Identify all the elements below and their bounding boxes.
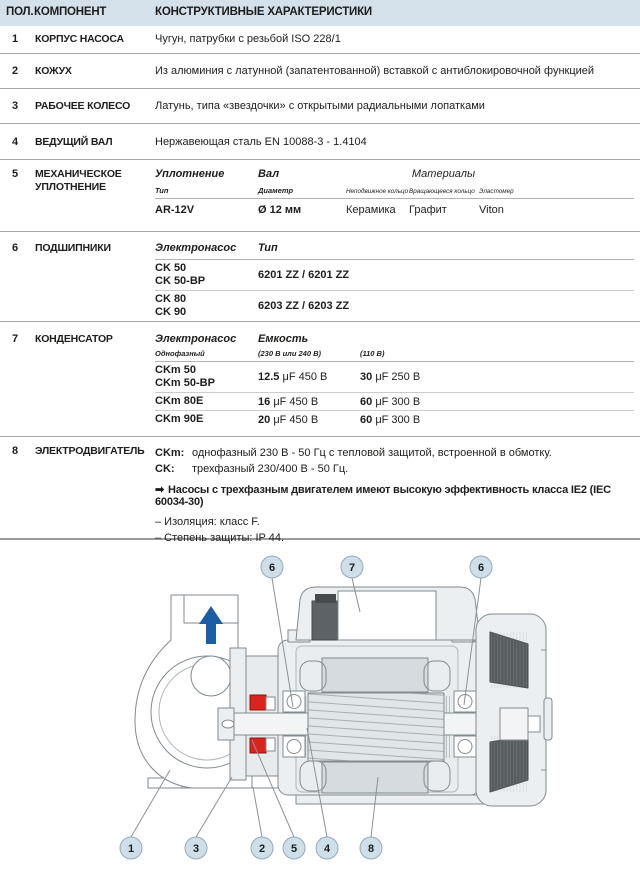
capacitor-row bbox=[155, 411, 634, 428]
motor-single-phase-line bbox=[155, 445, 634, 461]
callout-number: 2 bbox=[258, 843, 266, 855]
shaft-diameter-label: Диаметр bbox=[258, 186, 294, 195]
seal-type-label: Тип bbox=[155, 186, 169, 195]
spec-row-impeller bbox=[0, 89, 640, 124]
col-header-characteristics: КОНСТРУКТИВНЫЕ ХАРАКТЕРИСТИКИ bbox=[155, 6, 372, 18]
callout-number: 5 bbox=[290, 843, 298, 855]
pump-model: CK 80 bbox=[155, 293, 187, 305]
capacity-110: 60 μF 300 В bbox=[360, 395, 421, 408]
pump-model: CKm 90E bbox=[155, 413, 204, 425]
callout-number: 1 bbox=[127, 843, 135, 855]
spec-row-capacitor bbox=[0, 322, 640, 437]
component-name: МЕХАНИЧЕСКОЕ УПЛОТНЕНИЕ bbox=[35, 168, 122, 193]
motor-spec-text: трехфазный 230/400 В - 50 Гц. bbox=[192, 463, 349, 475]
pump-model: CK 50-BP bbox=[155, 275, 206, 287]
callout-number: 6 bbox=[477, 562, 485, 574]
col-header-pos: ПОЛ. bbox=[6, 6, 34, 18]
pump-model: CKm 50-BP bbox=[155, 377, 215, 389]
callout-number: 4 bbox=[323, 843, 331, 855]
seal-col-header: Уплотнение bbox=[155, 168, 225, 180]
spec-row-mechanical-seal bbox=[0, 160, 640, 232]
fan-hub bbox=[500, 708, 528, 740]
capacity-col-header: Емкость bbox=[258, 333, 309, 345]
pump-drawing bbox=[135, 587, 552, 806]
bearing-row bbox=[155, 260, 634, 291]
seal-type-value: AR-12V bbox=[155, 204, 195, 216]
capacitor-row bbox=[155, 393, 634, 411]
terminal-box bbox=[296, 587, 480, 640]
col-header-component: КОМПОНЕНТ bbox=[34, 6, 107, 18]
protection-class: – Степень защиты: IP 44. bbox=[155, 532, 285, 544]
rotating-ring-label: Вращающееся кольцо bbox=[409, 188, 475, 195]
spec-row-pump-body bbox=[0, 26, 640, 54]
component-desc: Нержавеющая сталь EN 10088-3 - 1.4104 bbox=[155, 136, 367, 148]
insulation-class: – Изоляция: класс F. bbox=[155, 516, 260, 528]
cable-gland bbox=[312, 601, 339, 640]
bearing-row bbox=[155, 291, 634, 321]
component-name: КОЖУХ bbox=[35, 65, 72, 77]
elastomer-value: Viton bbox=[479, 204, 504, 216]
elastomer-label: Эластомер bbox=[479, 188, 514, 195]
capacitor-subtable bbox=[155, 333, 634, 428]
spec-row-bearings bbox=[0, 232, 640, 322]
capacity-110: 60 μF 300 В bbox=[360, 413, 421, 426]
component-desc: Из алюминия с латунной (запатентованной) вставкой с антиблокировочной функцией bbox=[155, 65, 595, 77]
row-number: 2 bbox=[12, 65, 19, 77]
callout-number: 6 bbox=[268, 562, 276, 574]
component-name: КОНДЕНСАТОР bbox=[35, 333, 113, 345]
materials-col-header: Материалы bbox=[411, 168, 476, 180]
bearing-type-col-header: Тип bbox=[258, 242, 278, 254]
stationary-ring-label: Неподвижное кольцо bbox=[346, 188, 409, 195]
component-name: ВЕДУЩИЙ ВАЛ bbox=[35, 136, 113, 148]
capacitor-box bbox=[338, 591, 436, 640]
row-number: 4 bbox=[12, 136, 19, 148]
capacity-230: 20 μF 450 В bbox=[258, 413, 319, 426]
pump-model-col-header: Электронасос bbox=[155, 333, 237, 345]
component-desc: Латунь, типа «звездочки» с открытыми радиальными лопатками bbox=[155, 100, 485, 112]
bearing-type-value: 6201 ZZ / 6201 ZZ bbox=[258, 269, 350, 281]
component-desc: Чугун, патрубки с резьбой ISO 228/1 bbox=[155, 33, 341, 45]
right-arrow-icon: ➡ bbox=[155, 484, 165, 496]
voltage-110-label: (110 В) bbox=[360, 349, 385, 358]
component-name: КОРПУС НАСОСА bbox=[35, 33, 124, 45]
fan-assembly bbox=[476, 614, 552, 806]
pump-model: CK 50 bbox=[155, 262, 187, 274]
motor-bullets bbox=[155, 514, 634, 546]
row-number: 7 bbox=[12, 333, 19, 345]
efficiency-note-text: Насосы с трехфазным двигателем имеют высокую эффективность класса IE2 (IEC 60034-30) bbox=[155, 484, 611, 508]
motor-model-label: CKm: bbox=[155, 447, 185, 459]
table-header bbox=[0, 0, 640, 26]
pump-model: CKm 80E bbox=[155, 395, 204, 407]
motor-spec-text: однофазный 230 В - 50 Гц с тепловой защитой, встроенной в обмотку. bbox=[192, 447, 552, 459]
callout-number: 8 bbox=[367, 843, 375, 855]
bearing-type-value: 6203 ZZ / 6203 ZZ bbox=[258, 300, 350, 312]
row-number: 3 bbox=[12, 100, 19, 112]
efficiency-note bbox=[155, 483, 634, 508]
shaft-diameter-value: Ø 12 мм bbox=[258, 204, 302, 216]
pump-model-col-header: Электронасос bbox=[155, 242, 237, 254]
component-name: ПОДШИПНИКИ bbox=[35, 242, 111, 254]
row-number: 6 bbox=[12, 242, 19, 254]
motor-details bbox=[155, 445, 634, 546]
motor-model-label: CK: bbox=[155, 463, 175, 475]
capacity-230: 16 μF 450 В bbox=[258, 395, 319, 408]
rotating-ring-value: Графит bbox=[409, 204, 447, 216]
component-name: РАБОЧЕЕ КОЛЕСО bbox=[35, 100, 131, 112]
row-number: 1 bbox=[12, 33, 19, 45]
shaft-col-header: Вал bbox=[258, 168, 280, 180]
motor-three-phase-line bbox=[155, 461, 634, 477]
spec-row-casing bbox=[0, 54, 640, 89]
single-phase-label: Однофазный bbox=[155, 349, 205, 358]
voltage-230-label: (230 В или 240 В) bbox=[258, 349, 322, 358]
bearings-subtable bbox=[155, 242, 634, 321]
row-number: 8 bbox=[12, 445, 19, 457]
callout-number: 3 bbox=[192, 843, 200, 855]
callout-number: 7 bbox=[348, 562, 356, 574]
capacity-110: 30 μF 250 В bbox=[360, 371, 421, 383]
capacitor-row bbox=[155, 362, 634, 393]
spec-row-electric-motor bbox=[0, 437, 640, 544]
pump-cross-section-diagram bbox=[0, 540, 640, 895]
pump-model: CK 90 bbox=[155, 306, 187, 318]
component-name: ЭЛЕКТРОДВИГАТЕЛЬ bbox=[35, 445, 145, 457]
pump-model: CKm 50 bbox=[155, 364, 196, 376]
row-number: 5 bbox=[12, 168, 19, 180]
spec-row-drive-shaft bbox=[0, 124, 640, 160]
stationary-ring-value: Керамика bbox=[346, 204, 396, 216]
seal-subtable bbox=[155, 168, 634, 216]
suction-flange bbox=[191, 656, 231, 696]
capacity-230: 12.5 μF 450 В bbox=[258, 371, 328, 383]
